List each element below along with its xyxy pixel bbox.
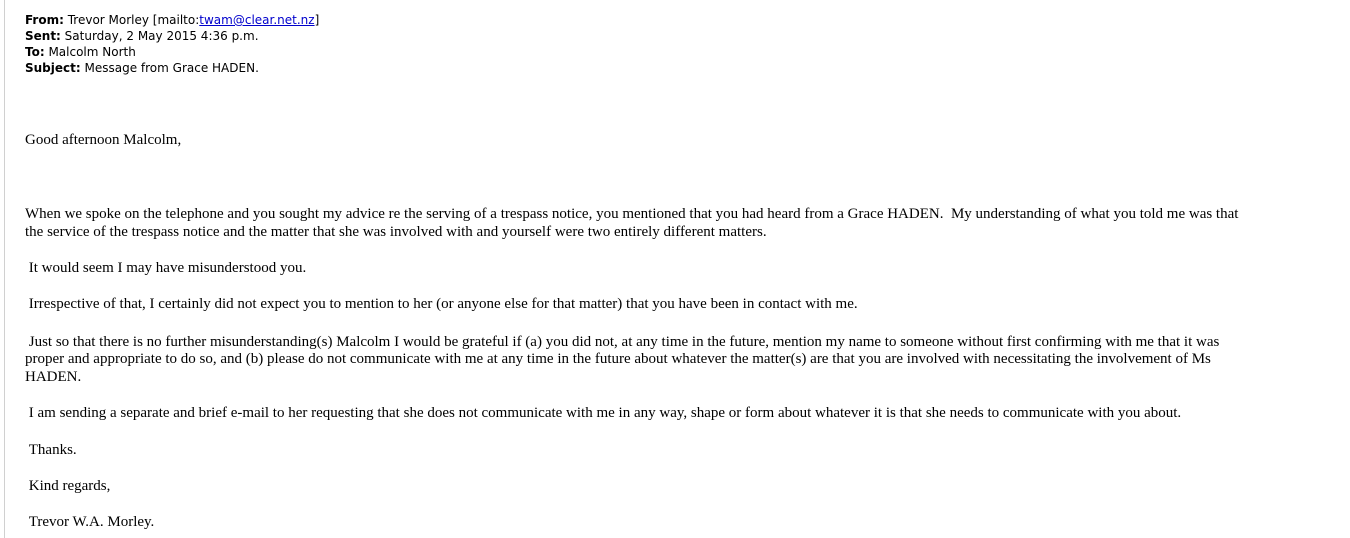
from-email-link[interactable]: twam@clear.net.nz [199,13,315,27]
from-close: ] [314,13,320,27]
paragraph-1-line-1: When we spoke on the telephone and you sought my advice re the serving of a trespass notice, you mentioned that you had heard from a Grace HADEN. My understanding of what you told me was that [25,206,1239,222]
greeting: Good afternoon Malcolm, [25,132,182,148]
subject-label: Subject: [25,61,81,75]
to-value: Malcolm North [44,45,136,59]
sent-value: Saturday, 2 May 2015 4:36 p.m. [60,29,259,43]
email-header [25,12,319,76]
paragraph-2: It would seem I may have misunderstood you. [25,260,307,276]
sent-label: Sent: [25,29,61,43]
left-border [4,0,5,538]
thanks-line: Thanks. [25,442,77,458]
sent-row [25,28,319,44]
paragraph-4-line-3: HADEN. [25,369,82,385]
from-name: Trevor Morley [mailto: [63,13,200,27]
paragraph-4-line-1: Just so that there is no further misunderstanding(s) Malcolm I would be grateful if (a) you did not, at any time in the future, mention my name to someone without first confirming with me that it was [25,334,1220,350]
subject-row [25,60,319,76]
to-row [25,44,319,60]
paragraph-3: Irrespective of that, I certainly did not expect you to mention to her (or anyone else for that matter) that you have been in contact with me. [25,296,858,312]
subject-value: Message from Grace HADEN. [80,61,259,75]
from-row [25,12,319,28]
to-label: To: [25,45,45,59]
paragraph-4-line-2: proper and appropriate to do so, and (b) please do not communicate with me at any time in the future about whatever the matter(s) are that you are involved with necessitating the involvement of Ms [25,351,1211,367]
regards-line: Kind regards, [25,478,111,494]
paragraph-1-line-2: the service of the trespass notice and the matter that she was involved with and yourself were two entirely different matters. [25,224,767,240]
from-label: From: [25,13,64,27]
signature-line: Trevor W.A. Morley. [25,514,155,530]
paragraph-5: I am sending a separate and brief e-mail to her requesting that she does not communicate with me in any way, shape or form about whatever it is that she needs to communicate with you about. [25,405,1182,421]
